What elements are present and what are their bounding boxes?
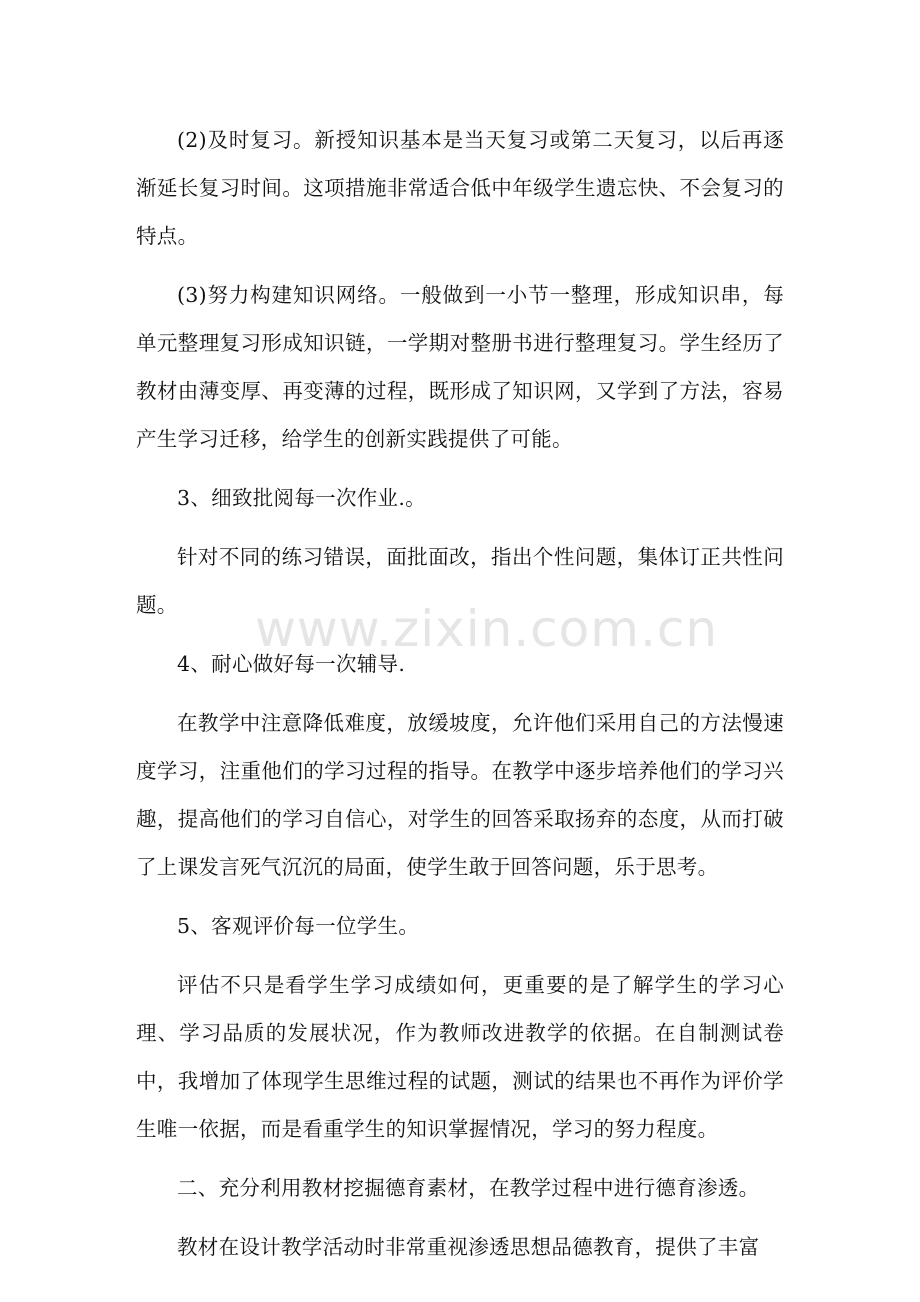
paragraph-tutoring: 在教学中注意降低难度，放缓坡度，允许他们采用自己的方法慢速度学习，注重他们的学习过程的指导。在教学中逐步培养他们的学习兴趣，提高他们的学习自信心，对学生的回答采取扬弃的态度，从而打破了上课发言死气沉沉的局面，使学生敢于回答问题，乐于思考。 (136, 711, 784, 879)
heading-evaluation: 5、客观评价每一位学生。 (177, 914, 420, 938)
heading-tutoring: 4、耐心做好每一次辅导. (177, 652, 406, 676)
paragraph-evaluation: 评估不只是看学生学习成绩如何，更重要的是了解学生的学习心理、学习品质的发展状况，作为教师改进教学的依据。在自制测试卷中，我增加了体现学生思维过程的试题，测试的结果也不再作为评价学生唯一依据，而是看重学生的知识掌握情况，学习的努力程度。 (136, 973, 784, 1141)
heading-homework: 3、细致批阅每一次作业.。 (177, 486, 426, 510)
paragraph-knowledge-network: (3)努力构建知识网络。一般做到一小节一整理，形成知识串，每单元整理复习形成知识链，一学期对整册书进行整理复习。学生经历了教材由薄变厚、再变薄的过程，既形成了知识网，又学到了方法，容易产生学习迁移，给学生的创新实践提供了可能。 (136, 283, 784, 451)
paragraph-moral-education: 教材在设计教学活动时非常重视渗透思想品德教育，提供了丰富 (177, 1235, 760, 1259)
watermark-text: www.zixin.com.cn (255, 600, 719, 658)
paragraph-review: (2)及时复习。新授知识基本是当天复习或第二天复习，以后再逐渐延长复习时间。这项措施非常适合低中年级学生遗忘快、不会复习的特点。 (136, 128, 784, 248)
heading-moral-education: 二、充分利用教材挖掘德育素材，在教学过程中进行德育渗透。 (177, 1176, 760, 1200)
paragraph-homework: 针对不同的练习错误，面批面改，指出个性问题，集体订正共性问题。 (136, 545, 784, 617)
